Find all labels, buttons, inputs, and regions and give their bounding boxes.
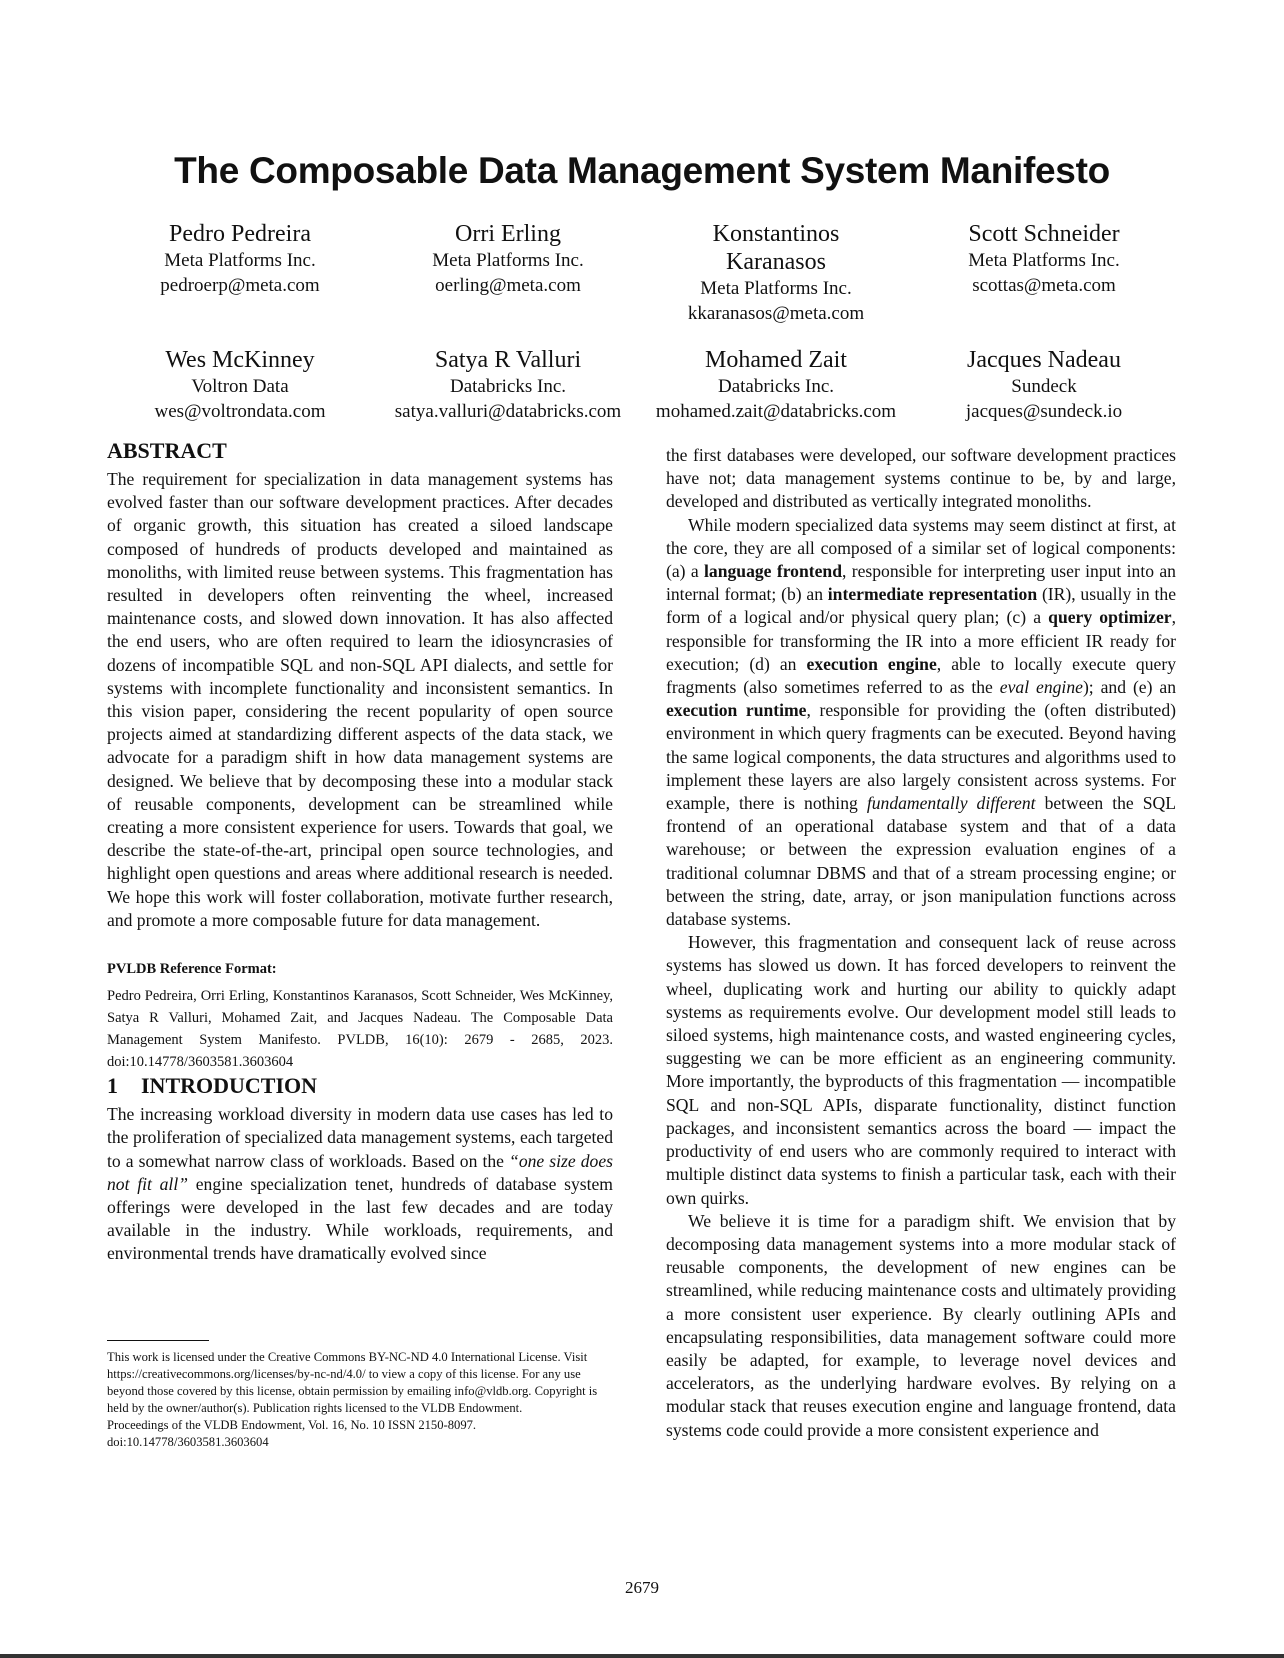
abstract-text: The requirement for specialization in data management systems has evolved faster than our software development practices. After decades of organic growth, this situation has created a siloed landscape composed of hundreds of products developed and maintained as monoliths, with limited reuse between systems. This fragmentation has resulted in developers often reinventing the wheel, increased maintenance costs, and slowed down innovation. It has also affected the end users, who are often required to learn the idiosyncrasies of dozens of incompatible SQL and non-SQL API dialects, and settle for systems with incomplete functionality and inconsistent semantics. In this vision paper, considering the recent popularity of open source projects aimed at standardizing different aspects of the data stack, we advocate for a paradigm shift in how data management systems are designed. We believe that by decomposing these into a modular stack of reusable components, development can be streamlined while creating a more consistent experience for users. Towards that goal, we describe the state-of-the-art, principal open source technologies, and highlight open questions and areas where additional research is needed. We hope this work will foster collaboration, motivate further research, and promote a more composable future for data management. [107, 469, 613, 930]
term-bold: query optimizer [1048, 607, 1172, 628]
intro-paragraph-3: However, this fragmentation and consequent lack of reuse across systems has slowed us down. It has forced developers to reinvent the wheel, duplicating work and hurting our ability to quickly adapt systems as requirements evolve. Our development model still leads to siloed systems, high maintenance costs, and wasted engineering cycles, suggesting we can be more efficient as an engineering community. More importantly, the byproducts of this fragmentation — incompatible SQL and non-SQL APIs, disparate functionality, distinct function packages, and inconsistent semantics across the board — impact the productivity of end users who are commonly required to interact with multiple distinct data systems to finish a particular task, each with their own quirks. [666, 932, 1176, 1208]
page-number: 2679 [625, 1578, 659, 1597]
text-run: , responsible for providing the (often distributed) environment in which query fragments can be executed. Beyond having the same logical components, the data structures and algorithms used to implement these layers are also largely consistent across systems. For example, there is nothing [666, 700, 1176, 814]
text-run: , responsible for interpreting user input into an internal format; (b) an [666, 561, 1176, 605]
author-block [642, 220, 910, 326]
author-block [910, 346, 1178, 424]
author-email: mohamed.zait@databricks.com [655, 401, 897, 422]
intro-paragraph-2 [666, 514, 1176, 932]
author-name: Pedro Pedreira [169, 221, 311, 247]
intro-paragraph-1 [107, 1103, 613, 1265]
author-block [106, 220, 374, 326]
author-affiliation: Meta Platforms Inc. [968, 250, 1120, 271]
intro-paragraph-4: We believe it is time for a paradigm shift. We envision that by decomposing data management systems into a more modular stack of reusable components, the development of new engines can be streamlined, while reducing maintenance costs and ultimately providing a more consistent user experience. By clearly outlining APIs and encapsulating responsibilities, data management software could more easily be adapted, for example, to leverage novel devices and accelerators, as the underlying hardware evolves. By relying on a modular stack that reuses execution engine and language frontend, data systems code could provide a more consistent experience and [666, 1210, 1176, 1440]
term-bold: intermediate representation [827, 584, 1038, 605]
author-email: scottas@meta.com [972, 275, 1116, 296]
author-row-2 [106, 346, 1178, 424]
author-affiliation: Sundeck [1011, 376, 1077, 397]
viewer-bottom-edge [0, 1654, 1284, 1658]
term-italic: fundamentally different [866, 793, 1036, 814]
left-column [107, 438, 613, 1266]
introduction-heading [107, 1073, 613, 1099]
text-run: engine specialization tenet, hundreds of database system offerings were developed in the last few decades and are today available in the industry. While workloads, requirements, and environmental trends have dramatically evolved since [107, 1173, 613, 1264]
author-name: Konstantinos Karanasos [712, 221, 840, 275]
text-run: (IR), usually in the form of a logical and/or physical query plan; (c) a [666, 584, 1177, 628]
license-footnote [107, 1340, 613, 1451]
author-name: Mohamed Zait [705, 347, 847, 373]
quote-italic: “one size does not fit all” [107, 1150, 614, 1194]
reference-format-heading: PVLDB Reference Format: [107, 961, 277, 978]
author-block [106, 346, 374, 424]
term-bold: execution engine [806, 653, 937, 674]
text-run: The increasing workload diversity in modern data use cases has led to the proliferation of specialized data management systems, each targeted to a somewhat narrow class of workloads. Based on the [107, 1104, 613, 1171]
abstract-heading: ABSTRACT [107, 438, 227, 463]
author-name: Wes McKinney [165, 347, 315, 373]
paper-title: The Composable Data Management System Manifesto [174, 150, 1110, 191]
right-column [666, 444, 1176, 1442]
author-row-1 [106, 220, 1178, 326]
author-name: Orri Erling [455, 221, 561, 247]
author-email: jacques@sundeck.io [965, 401, 1123, 422]
text-run: , responsible for transforming the IR into a more efficient IR ready for execution; (d) an [666, 607, 1176, 674]
text-run: , able to locally execute query fragments (also sometimes referred to as the [666, 653, 1176, 698]
author-name: Scott Schneider [968, 221, 1120, 247]
term-italic: eval engine [999, 677, 1083, 698]
term-bold: execution runtime [666, 700, 807, 721]
author-email: pedroerp@meta.com [160, 275, 320, 296]
author-email: satya.valluri@databricks.com [394, 401, 622, 422]
text-run: ); and (e) an [1082, 677, 1177, 698]
author-email: wes@voltrondata.com [154, 401, 326, 422]
author-email: kkaranasos@meta.com [687, 303, 865, 324]
section-number: 1 [107, 1073, 118, 1099]
text-run: between the SQL frontend of an operational database system and that of a data warehouse; or between the expression evaluation engines of a traditional columnar DBMS and that of a stream processing engine; or between the string, date, array, or json manipulation functions across database systems. [666, 793, 1177, 930]
doi-text: doi:10.14778/3603581.3603604 [107, 1435, 269, 1449]
author-name: Satya R Valluri [434, 347, 582, 373]
footnote-rule [107, 1340, 209, 1341]
reference-format-text: Pedro Pedreira, Orri Erling, Konstantinos Karanasos, Scott Schneider, Wes McKinney, Satya R Valluri, Mohamed Zait, and Jacques Nadeau. The Composable Data Management System Manifesto. PVLDB, 16(10): 2679 - 2685, 2023. doi:10.14778/3603581.3603604 [107, 988, 613, 1071]
license-text: This work is licensed under the Creative Commons BY-NC-ND 4.0 International License. Visit https://creativecommons.org/licenses/by-nc-nd/4.0/ to view a copy of this license. For any use beyond those covered by this license, obtain permission by emailing info@vldb.org. Copyright is held by the owner/author(s). Publication rights licensed to the VLDB Endowment. [107, 1350, 598, 1415]
author-name: Jacques Nadeau [967, 347, 1121, 373]
author-block [374, 346, 642, 424]
author-affiliation: Databricks Inc. [717, 376, 835, 397]
text-run: While modern specialized data systems may seem distinct at first, at the core, they are all composed of a similar set of logical components: (a) a [666, 514, 1176, 582]
proceedings-text: Proceedings of the VLDB Endowment, Vol. 16, No. 10 ISSN 2150-8097. [107, 1418, 477, 1432]
author-block [910, 220, 1178, 326]
author-email: oerling@meta.com [435, 275, 581, 296]
section-title: INTRODUCTION [141, 1073, 318, 1099]
author-block [642, 346, 910, 424]
author-affiliation: Voltron Data [191, 376, 289, 397]
intro-paragraph-1-continued: the first databases were developed, our software development practices have not; data management systems continue to be, by and large, developed and distributed as vertically integrated monoliths. [666, 445, 1176, 512]
term-bold: language frontend [704, 561, 842, 582]
author-affiliation: Databricks Inc. [449, 376, 567, 397]
author-affiliation: Meta Platforms Inc. [164, 250, 316, 271]
author-affiliation: Meta Platforms Inc. [700, 278, 852, 299]
author-affiliation: Meta Platforms Inc. [432, 250, 584, 271]
author-block [374, 220, 642, 326]
